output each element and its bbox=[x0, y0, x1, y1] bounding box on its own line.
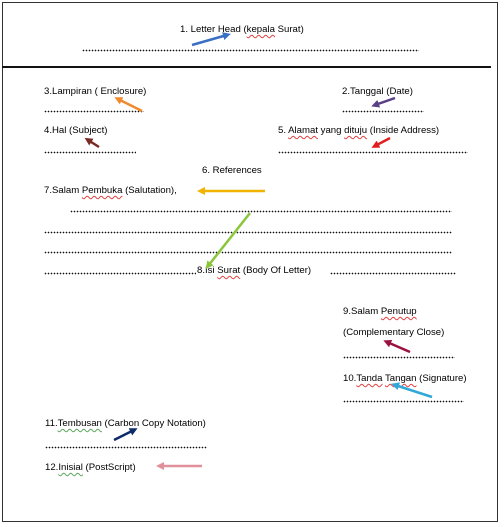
closing-arrow bbox=[387, 342, 410, 352]
references-label: 6. References bbox=[202, 165, 262, 176]
signature-arrow bbox=[395, 385, 432, 397]
tanggal-arrow bbox=[375, 98, 395, 105]
salam-pembuka-label: 7.Salam Pembuka (Salutation), bbox=[44, 185, 177, 196]
body-arrow bbox=[208, 213, 250, 266]
lampiran-label: 3.Lampiran ( Enclosure) bbox=[44, 86, 147, 97]
inisial-label: 12.Inisial (PostScript) bbox=[45, 462, 136, 473]
lampiran-arrow bbox=[118, 99, 142, 111]
tembusan-label: 11.Tembusan (Carbon Copy Notation) bbox=[45, 418, 206, 429]
alamat-label: 5. Alamat yang dituju (Inside Address) bbox=[278, 125, 440, 136]
hal-label: 4.Hal (Subject) bbox=[44, 125, 108, 136]
isi-surat-label: 8.Isi Surat (Body Of Letter) bbox=[197, 265, 312, 276]
alamat-arrow bbox=[375, 138, 390, 146]
tanda-tangan-label: 10.Tanda Tangan (Signature) bbox=[343, 373, 467, 384]
letter-head-label: 1. Letter Head (kepala Surat) bbox=[180, 24, 304, 35]
tembusan-arrow bbox=[114, 430, 134, 440]
letter-head-arrow bbox=[192, 35, 227, 45]
hal-arrow bbox=[88, 140, 99, 147]
salam-penutup-label: 9.Salam Penutup bbox=[343, 306, 417, 317]
tanggal-label: 2.Tanggal (Date) bbox=[342, 86, 413, 97]
complementary-close-label: (Complementary Close) bbox=[343, 327, 445, 338]
